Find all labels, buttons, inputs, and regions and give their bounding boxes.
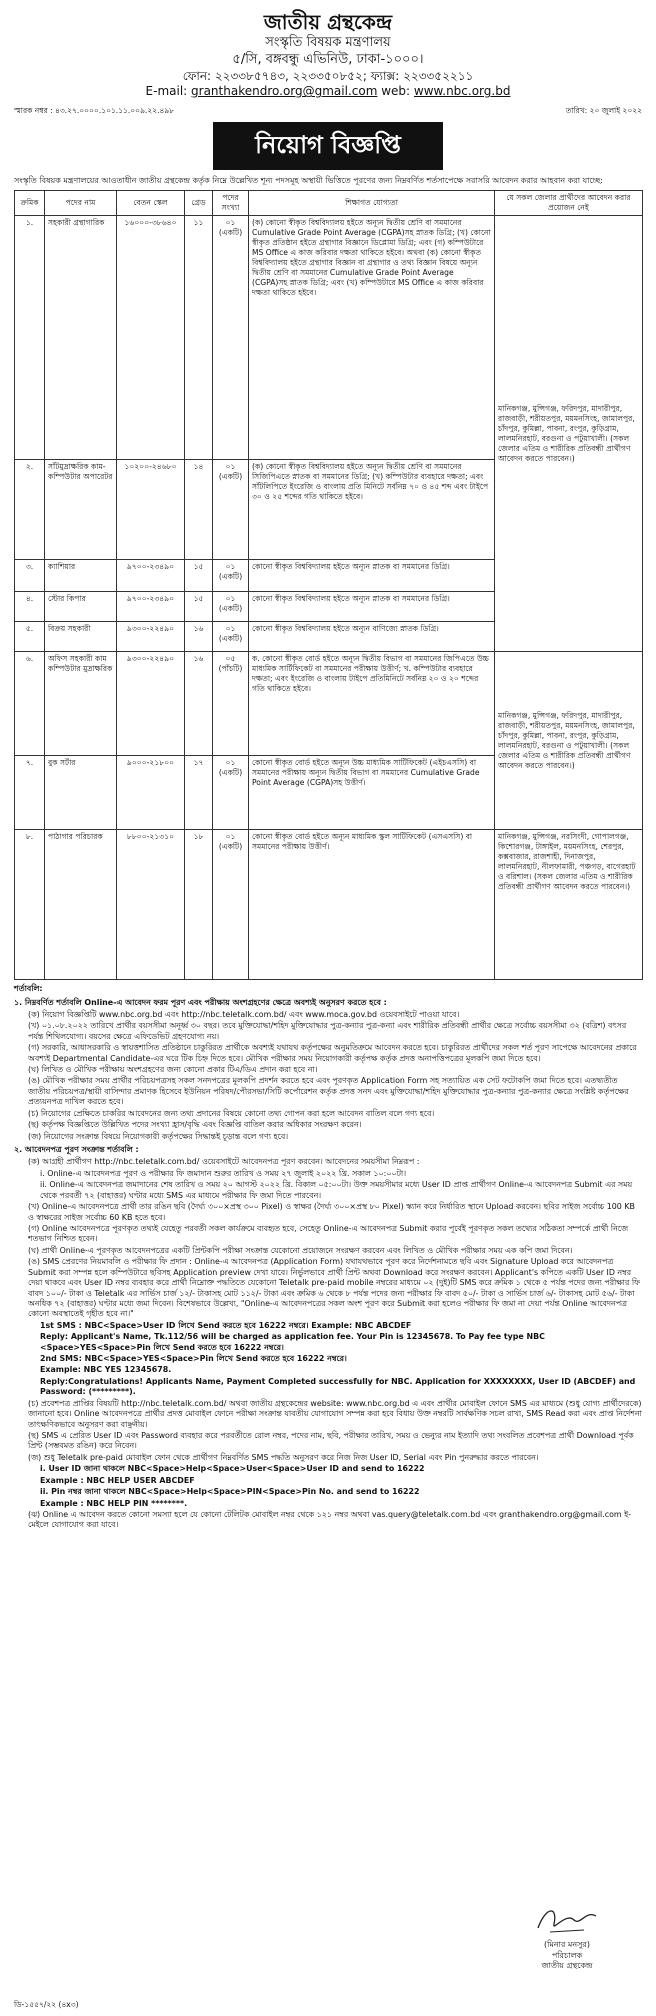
row-post: বুক সর্টার — [45, 756, 117, 830]
row-count: ০১ (একটি) — [213, 756, 249, 830]
sms-second-example: Example: NBC YES 12345678. — [40, 1365, 172, 1375]
signatory-name: (মিনার মনসুর) — [544, 1940, 590, 1949]
sms-second-reply: Reply:Congratulations! Applicants Name, Payment Completed successfully for NBC. Application for XXXXXXXX, User ID (ABCDEF) and Password: (*********). — [40, 1376, 636, 1397]
condition-item: (গ) সরকারি, আধাসরকারি ও স্বায়ত্তশাসিত প্রতিষ্ঠানে চাকুরিরত প্রার্থীকে অবশ্যই যথাযথ কর্তৃপক্ষের অনুমতিক্রমে আবেদন করতে হবে। চাকুরিরত প্রার্থীদের সকল শর্ত পূরণ সাপেক্ষে আবেদনের প্রকারে অবশ্যই Departmental Candidate-এর ঘরে টিক চিহ্ন দিতে হবে। মৌখিক পরীক্ষার সময় নিয়োগকারী কর্তৃপক্ষ কর্তৃক প্রদত্ত অনাপত্তিপত্রের মূলকপি জমা দিতে হবে। — [28, 1043, 637, 1063]
row-post: ক্যাশিয়ার — [45, 560, 117, 592]
row-count: ০১ (একটি) — [213, 592, 249, 622]
col-serial: ক্রমিক — [15, 191, 45, 216]
row-education: ক. কোনো স্বীকৃত বোর্ড হইতে অন্যূন দ্বিতীয় বিভাগ বা সমমানের জিপিএতে উচ্চ মাধ্যমিক সার্টিফিকেট বা সমমানের পরীক্ষায় উত্তীর্ণ; খ. কম্পিউটার ব্যবহারে দক্ষতা; এবং ইংরেজি ও বাংলায় টাইপে প্রতিমিনিটে সর্বনিম্ন ২০ ও ২০ শব্দের গতি থাকিতে হইবে। — [249, 652, 495, 756]
table-header-row — [15, 191, 643, 216]
condition-item: (জ) শুধু Teletalk pre-paid মোবাইল ফোন থেকে প্রার্থীগণ নিম্নবর্ণিত SMS পদ্ধতি অনুসরণ করে নিজ নিজ User ID, Serial এবং Pin পুনরুদ্ধার করতে পারবেন। — [28, 1452, 539, 1462]
row-count: ০১ (একটি) — [213, 622, 249, 652]
row-serial: ২. — [15, 460, 45, 560]
row-education: (ক) কোনো স্বীকৃত বিশ্ববিদ্যালয় হইতে অন্যূন দ্বিতীয় শ্রেণি বা সমমানের Cumulative Grade Point Average (CGPA)সহ স্নাতক ডিগ্রি; (খ) কোনো স্বীকৃত প্রতিষ্ঠান হইতে গ্রন্থাগার বিজ্ঞানে ডিপ্লোমা ডিগ্রি; এবং (গ) কম্পিউটারে MS Office এ কাজ করিবার দক্ষতা থাকিতে হইবে। অথবা (ক) কোনো স্বীকৃত বিশ্ববিদ্যালয় হইতে গ্রন্থাগার বিজ্ঞান বা গ্রন্থাগার ও তথ্য বিজ্ঞান বিষয়ে অন্যূন দ্বিতীয় শ্রেণি বা সমমানের Cumulative Grade Point Average (CGPA)সহ স্নাতক ডিগ্রি; এবং (খ) কম্পিউটারে MS Office এ কাজ করিবার দক্ষতা থাকিতে হইবে। — [249, 216, 495, 460]
signatory-org: জাতীয় গ্রন্থকেন্দ্র — [541, 1961, 593, 1971]
sms-second: 2nd SMS: NBC<Space>YES<Space>Pin লিখে Send করতে হবে 16222 নম্বরে। — [40, 1354, 347, 1364]
row-scale: ৯৩০০-২২৪৯০ — [117, 622, 185, 652]
row-excluded-districts: মানিকগঞ্জ, মুন্সিগঞ্জ, ফরিদপুর, মাদারীপুর, রাজবাড়ী, শরীয়তপুর, ময়মনসিংহ, জামালপুর, চাঁদপুর, কুমিল্লা, পাবনা, রংপুর, কুড়িগ্রাম, লালমনিরহাট, বরগুনা ও পটুয়াখালী। (সকল জেলার এতিম ও শারীরিক প্রতিবন্ধী প্রার্থীগণ আবেদন করতে পারবেন।) — [495, 652, 643, 830]
row-education: কোনো স্বীকৃত বোর্ড হইতে অন্যূন উচ্চ মাধ্যমিক সার্টিফিকেট (এইচএসসি) বা সমমানের পরীক্ষায় অন্যূন দ্বিতীয় বিভাগ বা সমমানের Cumulative Grade Point Average (CGPA)সহ উত্তীর্ণ। — [249, 756, 495, 830]
circular-title: নিয়োগ বিজ্ঞপ্তি — [213, 122, 443, 170]
col-education: শিক্ষাগত যোগ্যতা — [249, 191, 495, 216]
condition-item: (ঘ) লিখিত ও মৌখিক পরীক্ষায় অংশগ্রহণের জন্য কোনো প্রকার টিএ/ডিএ প্রদান করা হবে না। — [28, 1065, 318, 1075]
condition-item: (খ) Online-এ আবেদনপত্রে প্রার্থী তার রঙিন ছবি (দৈর্ঘ্য ৩০০×প্রস্থ ৩০০ Pixel) ও স্বাক্ষর (দৈর্ঘ্য ৩০০×প্রস্থ ৮০ Pixel) স্ক্যান করে নির্ধারিত স্থানে Upload করবেন। ছবির সাইজ সর্বোচ্চ 100 KB ও স্বাক্ষরের সাইজ সর্বোচ্চ 60 KB হতে হবে। — [28, 1202, 635, 1222]
row-education: (ক) কোনো স্বীকৃত বিশ্ববিদ্যালয় হইতে অন্যূন দ্বিতীয় শ্রেণি বা সমমানের সিজিপিএতে স্নাতক বা সমমানের ডিগ্রি; (খ) কম্পিউটার ব্যবহারে দক্ষতা; এবং সাঁটলিপিতে ইংরেজি ও বাংলায় প্রতি মিনিটে সর্বনিম্ন ৭০ ও ৪৫ শব্দ এবং টাইপে ৩০ ও ২৫ শব্দের গতি থাকিতে হইবে। — [249, 460, 495, 560]
job-circular-page — [14, 10, 642, 1532]
email-label: E-mail: — [145, 84, 188, 99]
row-post: অফিস সহকারী কাম কম্পিউটার মুদ্রাক্ষরিক — [45, 652, 117, 756]
footer-code: ডি-১৫৫৭/২২ (৪x৩) — [14, 2000, 79, 2009]
table-row — [15, 652, 643, 756]
row-serial: ৭. — [15, 756, 45, 830]
row-education: কোনো স্বীকৃত বিশ্ববিদ্যালয় হইতে অন্যূন স্নাতক বা সমমানের ডিগ্রি। — [249, 592, 495, 622]
org-name: জাতীয় গ্রন্থকেন্দ্র — [263, 10, 393, 34]
row-scale: ৯৭০০-২৩৪৯০ — [117, 560, 185, 592]
row-serial: ৬. — [15, 652, 45, 756]
email-link[interactable]: granthakendro.org@gmail.com — [191, 84, 378, 99]
table-row — [15, 216, 643, 460]
signature-mark — [502, 1900, 632, 1940]
row-grade: ১৬ — [185, 652, 213, 756]
row-scale: ৯০০০-২১৮০০ — [117, 756, 185, 830]
sms-first-reply: Reply: Applicant's Name, Tk.112/56 will be charged as application fee. Your Pin is 12345678. To Pay fee type NBC <Space>YES<Space>Pin লিখে Send করতে হবে 16222 নম্বরে। — [40, 1332, 545, 1352]
signature-block — [502, 1900, 632, 1972]
condition-item: (ক) আগ্রহী প্রার্থীগণ http://nbc.teletalk.com.bd/ ওয়েবসাইটে আবেদনপত্র পূরণ করবেন। আবেদনের সময়সীমা নিম্নরূপ : — [28, 1157, 420, 1167]
row-serial: ৩. — [15, 560, 45, 592]
row-serial: ৪. — [15, 592, 45, 622]
condition-item: (চ) প্রবেশপত্র প্রাপ্তির বিষয়টি http://nbc.teletalk.com.bd/ অথবা জাতীয় গ্রন্থকেন্দ্রের website: www.nbc.org.bd এ এবং প্রার্থীর মোবাইল ফোনে SMS এর মাধ্যমে (শুধু যোগ্য প্রার্থীদেরকে) জানানো হবে। Online আবেদনপত্রে প্রার্থীর প্রদত্ত মোবাইল ফোনে পরীক্ষা সংক্রান্ত যাবতীয় যোগাযোগ সম্পন্ন করা হবে বিধায় উক্ত নম্বরটি সার্বক্ষণিক সচল রাখা, SMS Read করা এবং প্রাপ্ত নির্দেশনা তাৎক্ষণিকভাবে অনুসরণ করা বাঞ্ছনীয়। — [28, 1398, 642, 1429]
row-grade: ১১ — [185, 216, 213, 460]
condition-item: (ঘ) প্রার্থী Online-এ পূরণকৃত আবেদনপত্রের একটি প্রিন্টকপি পরীক্ষা সংক্রান্ত যেকোনো প্রয়োজনে সংরক্ষণ করবেন এবং লিখিত ও মৌখিক পরীক্ষার সময় এক কপি জমা দিবেন। — [28, 1245, 573, 1255]
contact-line — [14, 84, 642, 100]
recover-pin: ii. Pin নম্বর জানা থাকলে NBC<Space>Help<Space>PIN<Space>Pin No. and send to 16222 — [40, 1487, 420, 1497]
condition-item: (ক) নিয়োগ বিজ্ঞপ্তিটি www.nbc.org.bd এবং http://nbc.teletalk.com.bd/ এবং www.moca.gov.bd ওয়েবসাইটে পাওয়া যাবে। — [28, 1009, 460, 1019]
signature-scribble-icon — [532, 1900, 602, 1938]
row-post: স্টোর কিপার — [45, 592, 117, 622]
row-count: ০১ (একটি) — [213, 560, 249, 592]
row-post: সহকারী গ্রন্থাগারিক — [45, 216, 117, 460]
conditions-title: শর্তাবলি: — [14, 984, 43, 994]
row-education: কোনো স্বীকৃত বিশ্ববিদ্যালয় হইতে অন্যূন স্নাতক বা সমমানের ডিগ্রি। — [249, 560, 495, 592]
section1-heading: ১. নিম্নবর্ণিত শর্তাবলি Online-এ আবেদন ফরম পূরণ এবং পরীক্ষায় অংশগ্রহণের ক্ষেত্রে অবশ্যই অনুসরণ করতে হবে : — [14, 997, 387, 1007]
row-grade: ১৭ — [185, 756, 213, 830]
sms-first: 1st SMS : NBC<Space>User ID লিখে Send করতে হবে 16222 নম্বরে। Example: NBC ABCDEF — [40, 1320, 412, 1330]
row-count: ০৫ (পাঁচটি) — [213, 652, 249, 756]
row-count: ০১ (একটি) — [213, 216, 249, 460]
row-scale: ৯৭০০-২৩৪৯০ — [117, 592, 185, 622]
row-grade: ১৪ — [185, 460, 213, 560]
row-grade: ১৬ — [185, 622, 213, 652]
row-grade: ১৫ — [185, 560, 213, 592]
condition-subitem: i. Online-এ আবেদনপত্র পূরণ ও পরীক্ষার ফি জমাদান শুরুর তারিখ ও সময় ২৭ জুলাই ২০২২ খ্রি. সকাল ১০:০০টা। — [40, 1168, 407, 1178]
row-count: ০১ (একটি) — [213, 460, 249, 560]
row-scale: ১০২০০-২৪৬৮০ — [117, 460, 185, 560]
condition-item: (খ) ০১.০৮.২০২২ তারিখে প্রার্থীর বয়সসীমা অনূর্ধ্ব ৩০ বছর। তবে মুক্তিযোদ্ধা/শহিদ মুক্তিযোদ্ধার পুত্র-কন্যার পুত্র-কন্যা এবং শারীরিক প্রতিবন্ধী প্রার্থীর ক্ষেত্রে সর্বোচ্চ বয়সসীমা ৩২ (বত্রিশ) বৎসর পর্যন্ত শিথিলযোগ্য। বয়সের ক্ষেত্রে এফিডেভিট গ্রহণযোগ্য নয়। — [28, 1021, 627, 1041]
banner-wrap — [14, 122, 642, 170]
row-serial: ৮. — [15, 830, 45, 980]
table-row — [15, 830, 643, 980]
row-education: কোনো স্বীকৃত বোর্ড হইতে অন্যূন মাধ্যমিক স্কুল সার্টিফিকেট (এসএসসি) বা সমমানের পরীক্ষায় উত্তীর্ণ। — [249, 830, 495, 980]
row-grade: ১৫ — [185, 592, 213, 622]
row-post: বিক্রয় সহকারী — [45, 622, 117, 652]
org-phone: ফোন: ২২৩৩৮৫৭৪৩, ২২৩৩৫০৮৫২; ফ্যাক্স: ২২৩৩৫২২১১ — [182, 68, 474, 83]
row-scale: ৮৮০০-২১৩১০ — [117, 830, 185, 980]
row-post: সাঁটমুদ্রাক্ষরিক কাম- কম্পিউটার অপারেটর — [45, 460, 117, 560]
row-serial: ১. — [15, 216, 45, 460]
col-scale: বেতন স্কেল — [117, 191, 185, 216]
condition-item: (জ) নিয়োগের সংক্রান্ত বিষয়ে নিয়োগকারী কর্তৃপক্ষের সিদ্ধান্তই চূড়ান্ত বলে গণ্য হবে। — [28, 1131, 289, 1141]
row-scale: ১৬০০০-৩৮৬৪০ — [117, 216, 185, 460]
condition-subitem: ii. Online-এ আবেদনপত্র জমাদানের শেষ তারিখ ও সময় ২০ আগস্ট ২০২২ খ্রি. বিকাল ০৫:০০টা। উক্ত সময়সীমার মধ্যে User ID প্রাপ্ত প্রার্থীগণ Online-এ আবেদনপত্র Submit এর সময় থেকে পরবর্তী ৭২ (বাহাত্তর) ঘণ্টার মধ্যে SMS এর মাধ্যমে পরীক্ষার ফি জমা দিতে পারবেন। — [40, 1180, 633, 1200]
intro-text: সংস্কৃতি বিষয়ক মন্ত্রণালয়ের আওতাধীন জাতীয় গ্রন্থকেন্দ্র কর্তৃক নিম্নে উল্লেখিত শূন্য পদসমূহ অস্থায়ী ভিত্তিতে পূরণের জন্য নিম্নবর্ণিত শর্তসাপেক্ষে সরাসরি আবেদন করার আহবান করা যাচ্ছে: — [14, 175, 603, 185]
section2-heading: ২. আবেদনপত্র পূরণ সংক্রান্ত শর্তাবলি : — [14, 1145, 139, 1155]
row-grade: ১৮ — [185, 830, 213, 980]
recover-userid-example: Example : NBC HELP USER ABCDEF — [40, 1475, 195, 1485]
row-serial: ৫. — [15, 622, 45, 652]
ministry-name: সংস্কৃতি বিষয়ক মন্ত্রণালয় — [265, 35, 391, 50]
conditions — [14, 984, 642, 1531]
reference-row — [14, 106, 642, 116]
condition-item: (ছ) কর্তৃপক্ষ বিজ্ঞপ্তিতে উল্লিখিত পদের সংখ্যা হ্রাস/বৃদ্ধি এবং বিজ্ঞপ্তি বাতিল করার অধিকার সংরক্ষণ করেন। — [28, 1120, 362, 1130]
col-grade: গ্রেড — [185, 191, 213, 216]
condition-item: (ছ) SMS এ প্রেরিত User ID এবং Password ব্যবহার করে পরবর্তীতে রোল নম্বর, পদের নাম, ছবি, পরীক্ষার তারিখ, সময় ও ভেন্যুর নাম ইত্যাদি তথ্য সংবলিত প্রবেশপত্র প্রার্থী Download পূর্বক প্রিন্ট (সম্ভবমত রঙিন) করে নিবেন। — [28, 1430, 634, 1451]
row-post: পাঠাগার পরিচারক — [45, 830, 117, 980]
row-excluded-districts: মানিকগঞ্জ, মুন্সিগঞ্জ, ফরিদপুর, মাদারীপুর, রাজবাড়ী, শরীয়তপুর, ময়মনসিংহ, জামালপুর, চাঁদপুর, কুমিল্লা, পাবনা, রংপুর, কুড়িগ্রাম, লালমনিরহাট, বরগুনা ও পটুয়াখালী। (সকল জেলার এতিম ও শারীরিক প্রতিবন্ধী প্রার্থীগণ আবেদন করতে পারবেন।) — [495, 216, 643, 652]
web-link[interactable]: www.nbc.org.bd — [413, 84, 511, 99]
col-post: পদের নাম — [45, 191, 117, 216]
recover-pin-example: Example : NBC HELP PIN ********. — [40, 1498, 188, 1508]
condition-item: (ঙ) SMS প্রেরণের নিয়মাবলি ও পরীক্ষার ফি প্রদান : Online-এ আবেদনপত্র (Application Form) যথাযথভাবে পূরণ করে নির্দেশনামতে ছবি এবং Signature Upload করে আবেদনপত্র Submit করা সম্পন্ন হলে কম্পিউটারে ছবিসহ Application preview দেখা যাবে। নির্ভুলভাবে প্রার্থী প্রিন্ট অথবা Download করে সংরক্ষণ করবেন। Applicant's কপিতে একটি User ID নম্বর দেয়া থাকবে এবং User ID নম্বর ব্যবহার করে প্রার্থী নিম্নোক্ত পদ্ধতিতে যেকোনো Teletalk pre-paid mobile নম্বরের মাধ্যমে ০২ (দুই)টি SMS করে ক্রমিক ১ থেকে ৫ পর্যন্ত পদের জন্য পরীক্ষার ফি বাবদ ১০০/- টাকা ও Teletalk এর সার্ভিস চার্জ ১২/- টাকাসহ মোট ১১২/- টাকা এবং ক্রমিক ৬ থেকে ৮ পর্যন্ত পদের জন্য পরীক্ষার ফি বাবদ ৫০/- টাকা ও সার্ভিস চার্জ ৬/- টাকাসহ মোট ৫৬/- টাকা অনধিক ৭২ (বাহাত্তর) ঘণ্টার মধ্যে জমা দিবেন। বিশেষভাবে উল্লেখ্য, "Online-এ আবেদনপত্রের সকল অংশ পূরণ করে Submit করা হলেও পরীক্ষার ফি জমা না দেয়া পর্যন্ত Online আবেদনপত্র কোনো অবস্থাতেই গৃহীত হবে না।" — [28, 1257, 640, 1319]
row-excluded-districts: মানিকগঞ্জ, মুন্সিগঞ্জ, নরসিংদী, গোপালগঞ্জ, কিশোরগঞ্জ, টাঙ্গাইল, ময়মনসিংহ, শেরপুর, কক্সবাজার, রাজশাহী, দিনাজপুর, লালমনিরহাট, নীলফামারী, পঞ্চগড়, বাগেরহাট ও বরিশাল। (সকল জেলার এতিম ও শারীরিক প্রতিবন্ধী প্রার্থীগণ আবেদন করতে পারবেন।) — [495, 830, 643, 980]
memo-date: তারিখ: ২০ জুলাই ২০২২ — [565, 105, 642, 115]
web-label: web: — [381, 84, 411, 99]
memo-number: স্মারক নম্বর : ৪৩.২৭.০০০০.১০১.১১.০০৯.২২.৪৯৮ — [14, 105, 175, 115]
condition-item: (ঙ) মৌখিক পরীক্ষার সময় প্রার্থীর পরিচয়পত্রসহ সকল সনদপত্রের মূলকপি প্রদর্শন করতে হবে এবং পূরণকৃত Application Form সহ সত্যায়িত এক সেট ফটোকপি জমা দিতে হবে। এতদ্ব্যতীত জাতীয় পরিচয়পত্র/স্থায়ী বাসিন্দার প্রমাণক হিসেবে ইউনিয়ন পরিষদ/পৌরসভা/সিটি কর্পোরেশন কর্তৃক প্রদত্ত সনদ এবং মুক্তিযোদ্ধা/শহিদ মুক্তিযোদ্ধার পুত্র-কন্যার পুত্র-কন্যার ক্ষেত্রে সংশ্লিষ্ট কর্তৃপক্ষের প্রত্যয়নপত্র দাখিল করতে হবে। — [28, 1076, 629, 1107]
vacancy-table — [14, 190, 643, 980]
row-scale: ৯৩০০-২২৪৯০ — [117, 652, 185, 756]
col-count: পদের সংখ্যা — [213, 191, 249, 216]
condition-item: (গ) Online আবেদনপত্রে পূরণকৃত তথ্যই যেহেতু পরবর্তী সকল কার্যক্রমে ব্যবহৃত হবে, সেহেতু Online-এ আবেদনপত্র Submit করার পূর্বেই পূরণকৃত সকল তথ্যের সঠিকতা সম্পর্কে প্রার্থী নিজে শতভাগ নিশ্চিত হবেন। — [28, 1223, 629, 1244]
signatory-title: পরিচালক — [551, 1950, 583, 1960]
condition-item: (ঝ) Online এ আবেদন করতে কোনো সমস্যা হলে যে কোনো টেলিটক মোবাইল নম্বর থেকে ১২১ নম্বর অথবা vas.query@teletalk.com.bd এবং granthakendro.org@gmail.com ই-মেইলে যোগাযোগ করা যাবে। — [28, 1509, 632, 1530]
row-education: কোনো স্বীকৃত বিশ্ববিদ্যালয় হইতে অন্যূন বাণিজ্যে স্নাতক ডিগ্রি। — [249, 622, 495, 652]
recover-userid: i. User ID জানা থাকলে NBC<Space>Help<Space>User<Space>User ID and send to 16222 — [40, 1464, 425, 1474]
letterhead — [14, 10, 642, 100]
row-count: ০১ (একটি) — [213, 830, 249, 980]
condition-item: (চ) নিয়োগের প্রেক্ষিতে চাকরির আবেদনের জন্য তথ্য প্রদানের বিষয়ে কোনো তথ্য গোপন করা হলে আবেদন বাতিল বলে গণ্য হবে। — [28, 1108, 435, 1118]
org-address: ৫/সি, বঙ্গবন্ধু এভিনিউ, ঢাকা-১০০০। — [232, 51, 424, 67]
col-excluded-districts: যে সকল জেলার প্রার্থীদের আবেদন করার প্রয়োজন নেই — [495, 191, 643, 216]
